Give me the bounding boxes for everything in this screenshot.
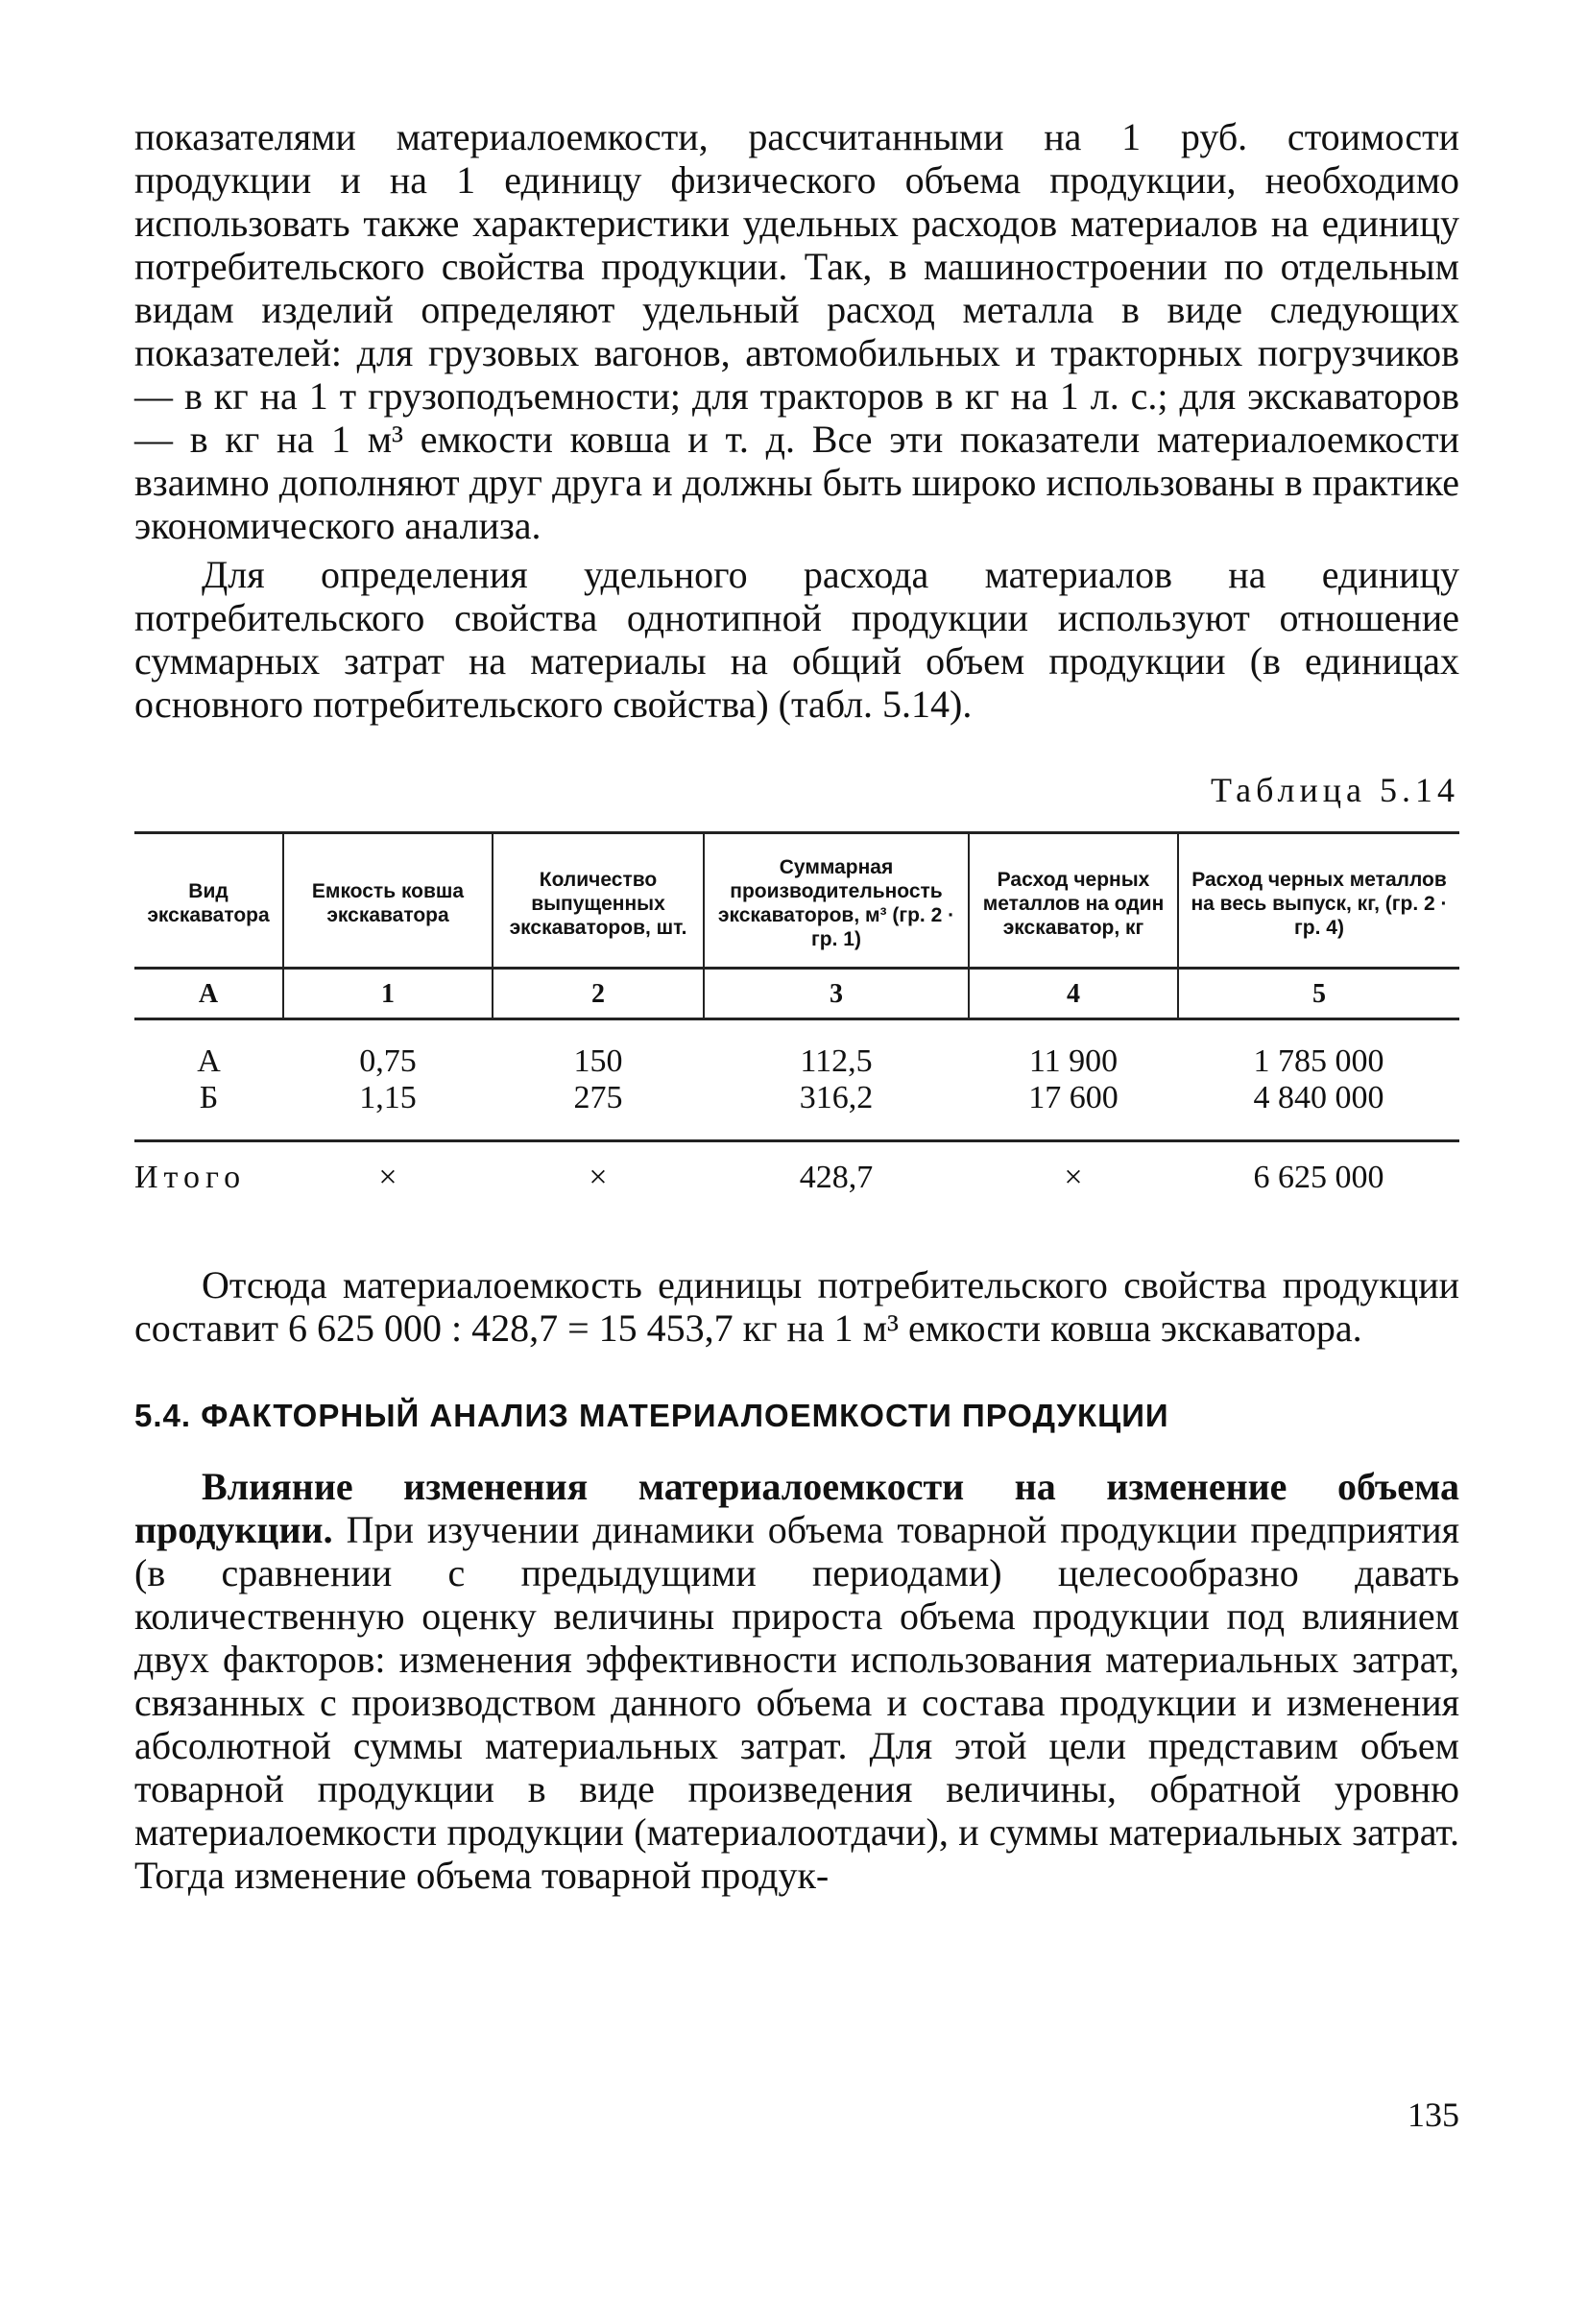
table-cell: 1 785 000: [1253, 1043, 1384, 1079]
header-excavator-type: Вид экскаватора: [134, 833, 283, 969]
section-heading: 5.4. ФАКТОРНЫЙ АНАЛИЗ МАТЕРИАЛОЕМКОСТИ ПРОДУКЦИИ: [134, 1398, 1169, 1433]
paragraph-result: Отсюда материалоемкость единицы потребительского свойства продукции составит 6 625 000 : 428,7 = 15 453,7 кг на 1 м³ емкости ковша экскаватора.: [134, 1263, 1459, 1350]
table-header-row: [134, 833, 1459, 969]
table-cell: 6 625 000: [1178, 1141, 1459, 1197]
column-number-row: [134, 969, 1459, 1019]
table-row: [134, 1080, 1459, 1141]
column-number: 1: [283, 969, 493, 1019]
table-row: [134, 1019, 1459, 1081]
header-metal-per-unit: Расход черных металлов на один экскаватор, кг: [969, 833, 1178, 969]
table-cell: 428,7: [704, 1141, 969, 1197]
table-cell: 17 600: [1028, 1080, 1119, 1115]
paragraph-body: При изучении динамики объема товарной продукции предприятия (в сравнении с предыдущими периодами) целесообразно давать количественную оценку величины прироста объема продукции под влиянием двух факторов: изменения эффективности использования материальных затрат, связанных с производством данного объема и состава продукции и изменения абсолютной суммы материальных затрат. Для этой цели представим объем товарной продукции в виде произведения величины, обратной уровню материалоемкости продукции (материалоотдачи), и суммы материальных затрат. Тогда изменение объема товарной продук-: [134, 1508, 1459, 1897]
table-cell: 150: [573, 1043, 623, 1079]
table-cell: 1,15: [359, 1080, 417, 1115]
table-cell: 316,2: [799, 1080, 874, 1115]
excavator-table: [134, 831, 1459, 1196]
paragraph-lead-bold: Влияние изменения материалоемкости на изменение объема продукции.: [134, 1465, 1459, 1551]
header-total-productivity: Суммарная производительность экскаваторов, м³ (гр. 2 · гр. 1): [704, 833, 969, 969]
table-cell: ×: [493, 1141, 704, 1197]
page-content: [134, 115, 1459, 1897]
column-number: 3: [704, 969, 969, 1019]
header-metal-total: Расход черных металлов на весь выпуск, кг, (гр. 2 · гр. 4): [1178, 833, 1459, 969]
column-number: 4: [969, 969, 1178, 1019]
table-total-row: [134, 1141, 1459, 1197]
paragraph-specific-consumption: Для определения удельного расхода материалов на единицу потребительского свойства однотипной продукции используют отношение суммарных затрат на материалы на общий объем продукции (в единицах основного потребительского свойства) (табл. 5.14).: [134, 553, 1459, 726]
total-label: Итого: [134, 1141, 283, 1197]
page-number: 135: [1408, 2096, 1459, 2134]
table-cell: ×: [283, 1141, 493, 1197]
table-cell: 275: [573, 1080, 623, 1115]
table-cell: ×: [969, 1141, 1178, 1197]
table-caption: Таблица 5.14: [1211, 771, 1459, 809]
column-number: А: [134, 969, 283, 1019]
column-number: 5: [1178, 969, 1459, 1019]
column-number: 2: [493, 969, 704, 1019]
table-cell: 4 840 000: [1253, 1080, 1384, 1115]
paragraph-factor-analysis: [134, 1465, 1459, 1897]
header-bucket-capacity: Емкость ковша экскаватора: [283, 833, 493, 969]
table-cell: 0,75: [359, 1043, 417, 1079]
paragraph-intro: показателями материалоемкости, рассчитанными на 1 руб. стоимости продукции и на 1 единицу физического объема продукции, необходимо использовать также характеристики удельных расходов материалов на единицу потребительского свойства продукции. Так, в машиностроении по отдельным видам изделий определяют удельный расход металла в виде следующих показателей: для грузовых вагонов, автомобильных и тракторных погрузчиков — в кг на 1 т грузоподъемности; для тракторов в кг на 1 л. с.; для экскаваторов — в кг на 1 м³ емкости ковша и т. д. Все эти показатели материалоемкости взаимно дополняют друг друга и должны быть широко использованы в практике экономического анализа.: [134, 115, 1459, 547]
table-cell: А: [197, 1043, 221, 1079]
table-cell: Б: [199, 1080, 219, 1115]
header-quantity: Количество выпущенных экскаваторов, шт.: [493, 833, 704, 969]
table-cell: 11 900: [1028, 1043, 1119, 1079]
table-cell: 112,5: [800, 1043, 873, 1079]
